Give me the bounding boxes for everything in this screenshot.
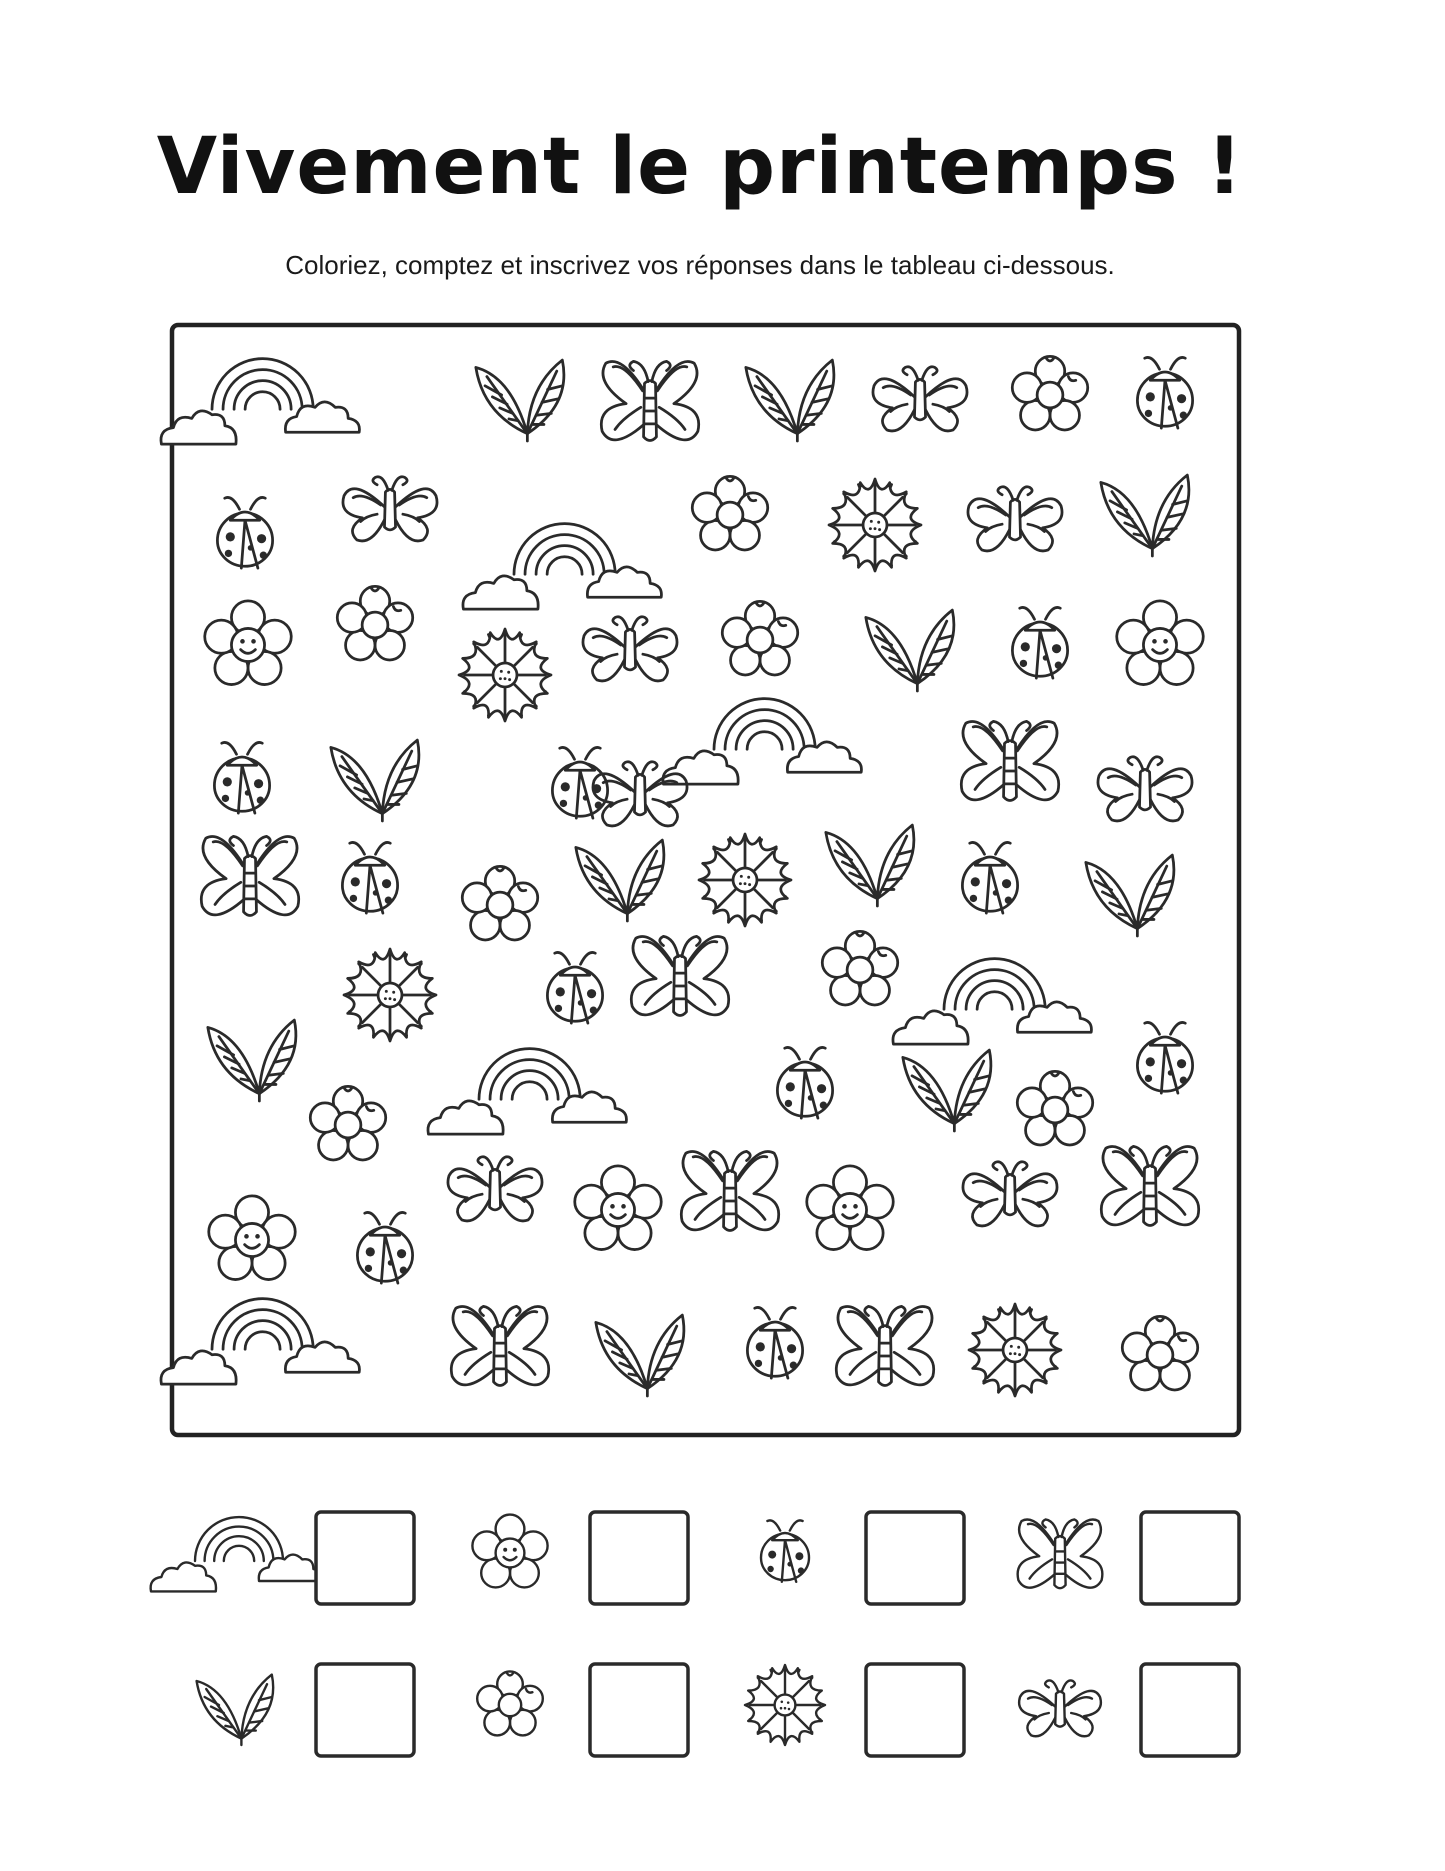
scene-daisy-icon: [344, 949, 436, 1041]
scene-flower-icon: [462, 866, 537, 940]
scene-flower-icon: [337, 586, 412, 660]
scene-rainbow-icon: [428, 1049, 626, 1135]
scene-daisy-icon: [829, 479, 921, 571]
scene-flower-icon: [692, 476, 767, 550]
scene-leaves-icon: [208, 1020, 296, 1101]
scene-flower-icon: [1017, 1071, 1092, 1145]
key-rainbow-icon: [151, 1517, 324, 1591]
scene-ladybug-icon: [547, 952, 602, 1023]
scene-fancy-butterfly-icon: [836, 1306, 933, 1385]
answer-box-ladybug[interactable]: [866, 1512, 964, 1604]
scene-ladybug-icon: [1012, 607, 1067, 678]
answer-box-daisy[interactable]: [866, 1664, 964, 1756]
scene-butterfly-icon: [873, 367, 967, 431]
scene-fancy-butterfly-icon: [631, 936, 728, 1015]
scene-daisy-icon: [459, 629, 551, 721]
scene-flower-icon: [1122, 1316, 1197, 1390]
key-daisy-icon: [745, 1665, 825, 1745]
scene-butterfly-icon: [1098, 757, 1192, 821]
key-ladybug-icon: [761, 1520, 809, 1581]
scene-fancy-butterfly-icon: [961, 721, 1058, 800]
scene-rainbow-icon: [663, 699, 861, 785]
scene-leaves-icon: [866, 610, 954, 691]
scene-smiley-flower-icon: [1117, 601, 1203, 685]
scene-ladybug-icon: [214, 742, 269, 813]
scene-daisy-icon: [699, 834, 791, 926]
scene-rainbow-icon: [463, 524, 661, 610]
scene-leaves-icon: [596, 1315, 684, 1396]
scene-smiley-flower-icon: [209, 1196, 295, 1280]
scene-ladybug-icon: [552, 747, 607, 818]
scene-leaves-icon: [331, 740, 419, 821]
scene-flower-icon: [1012, 356, 1087, 430]
scene-butterfly-icon: [343, 477, 437, 541]
page-title: Vivement le printemps !: [156, 122, 1244, 212]
scene-rainbow-icon: [161, 1299, 359, 1385]
scene-leaves-icon: [476, 360, 564, 441]
scene-leaves-icon: [903, 1050, 991, 1131]
scene-leaves-icon: [826, 825, 914, 906]
scene-ladybug-icon: [962, 842, 1017, 913]
scene-fancy-butterfly-icon: [1101, 1146, 1198, 1225]
scene-smiley-flower-icon: [205, 601, 291, 685]
key-flower-icon: [477, 1671, 543, 1735]
key-leaves-icon: [197, 1675, 274, 1745]
scene-butterfly-icon: [448, 1157, 542, 1221]
scene-leaves-icon: [1101, 475, 1189, 556]
scene-leaves-icon: [746, 360, 834, 441]
key-butterfly-icon: [1019, 1680, 1101, 1736]
scene-fancy-butterfly-icon: [601, 361, 698, 440]
scene-butterfly-icon: [963, 1162, 1057, 1226]
scene-smiley-flower-icon: [807, 1166, 893, 1250]
scene-ladybug-icon: [217, 497, 272, 568]
scene-butterfly-icon: [583, 617, 677, 681]
scene-flower-icon: [722, 601, 797, 675]
key-smiley-flower-icon: [472, 1515, 547, 1588]
key-fancy-butterfly-icon: [1018, 1519, 1103, 1588]
scene-leaves-icon: [576, 840, 664, 921]
scene-ladybug-icon: [1137, 1022, 1192, 1093]
answer-box-flower[interactable]: [590, 1664, 688, 1756]
picture-search-area: [161, 356, 1203, 1396]
scene-rainbow-icon: [893, 959, 1091, 1045]
scene-rainbow-icon: [161, 359, 359, 445]
instructions-text: Coloriez, comptez et inscrivez vos réponses dans le tableau ci-dessous.: [285, 250, 1115, 280]
scene-smiley-flower-icon: [575, 1166, 661, 1250]
answer-box-fancy-butterfly[interactable]: [1141, 1512, 1239, 1604]
answer-box-rainbow[interactable]: [316, 1512, 414, 1604]
answer-box-smiley-flower[interactable]: [590, 1512, 688, 1604]
scene-fancy-butterfly-icon: [201, 836, 298, 915]
scene-daisy-icon: [969, 1304, 1061, 1396]
scene-ladybug-icon: [747, 1307, 802, 1378]
answer-box-leaves[interactable]: [316, 1664, 414, 1756]
answer-table: [151, 1512, 1239, 1756]
scene-butterfly-icon: [968, 487, 1062, 551]
answer-box-butterfly[interactable]: [1141, 1664, 1239, 1756]
scene-flower-icon: [822, 931, 897, 1005]
scene-fancy-butterfly-icon: [681, 1151, 778, 1230]
scene-ladybug-icon: [342, 842, 397, 913]
scene-ladybug-icon: [357, 1212, 412, 1283]
scene-leaves-icon: [1086, 855, 1174, 936]
scene-ladybug-icon: [777, 1047, 832, 1118]
scene-flower-icon: [310, 1086, 385, 1160]
scene-fancy-butterfly-icon: [451, 1306, 548, 1385]
scene-ladybug-icon: [1137, 357, 1192, 428]
